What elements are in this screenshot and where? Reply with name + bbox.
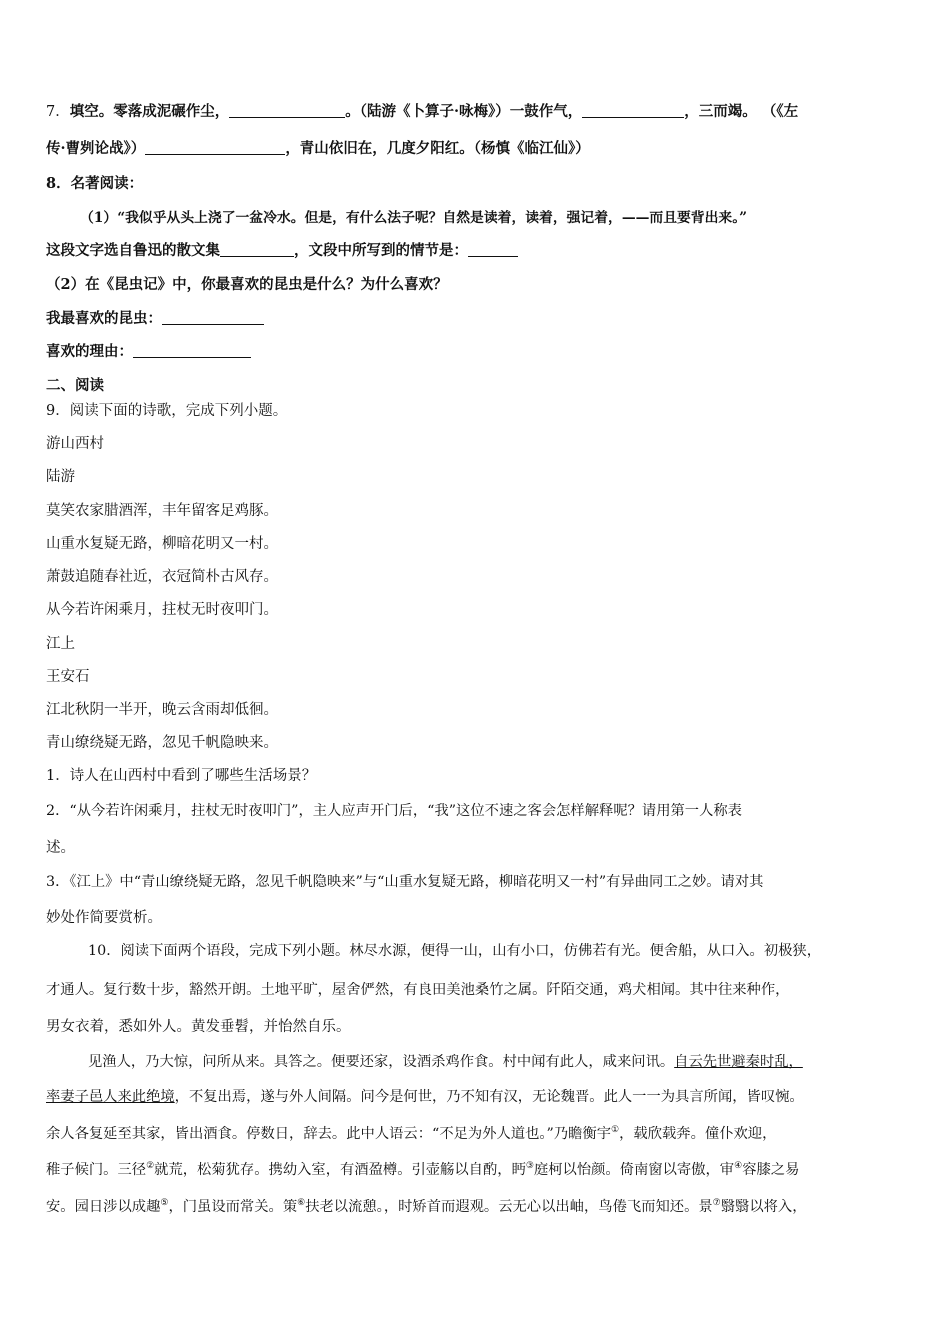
answer-blank[interactable] (220, 242, 294, 257)
q8-s1-quote: （1）“我似乎从头上浇了一盆冷水。但是，有什么法子呢？自然是读着，读着，强记着，——而且要背出来。” (80, 210, 748, 226)
footnote-ref: ③ (525, 1161, 534, 1171)
footnote-ref: ④ (734, 1161, 743, 1171)
q8-title: 8．名著阅读： (46, 175, 144, 192)
q9-sub2-cont: 述。 (46, 840, 75, 856)
answer-blank[interactable] (162, 310, 264, 325)
q7-line2: 传·曹刿论战》） ，青山依旧在，几度夕阳红。（杨慎《临江仙》） (46, 140, 590, 157)
poem-line: 从今若许闲乘月，拄杖无时夜叩门。 (46, 602, 278, 618)
answer-blank[interactable] (133, 343, 251, 358)
answer-blank[interactable] (468, 242, 518, 257)
q7-line1: 7．填空。零落成泥碾作尘， 。（陆游《卜算子·咏梅》）一鼓作气， ，三而竭。 （《左 (46, 103, 799, 120)
q8-fav: 我最喜欢的昆虫： (46, 309, 910, 329)
q10-line1: 10．阅读下面两个语段，完成下列小题。林尽水源，便得一山，山有小口，仿佛若有光。便舍船，从口入。初极狭， (88, 943, 822, 959)
q9-sub3: 3．《江上》中“青山缭绕疑无路，忽见千帆隐映来”与“山重水复疑无路，柳暗花明又一村”有异曲同工之妙。请对其 (46, 874, 764, 890)
underlined-sentence: 率妻子邑人来此绝境 (46, 1089, 175, 1105)
q10-line4: 见渔人，乃大惊，问所从来。具答之。便要还家，设酒杀鸡作食。村中闻有此人，咸来问讯。自云先世避秦时乱， (88, 1054, 803, 1070)
poem-line: 青山缭绕疑无路，忽见千帆隐映来。 (46, 735, 278, 751)
answer-blank[interactable] (582, 103, 684, 118)
poem-line: 江北秋阴一半开，晚云含雨却低徊。 (46, 702, 278, 718)
q8-reason: 喜欢的理由： (46, 342, 910, 362)
poem1-title: 游山西村 (46, 436, 104, 452)
answer-blank[interactable] (229, 103, 345, 118)
q10-line3: 男女衣着，悉如外人。黄发垂髫，并怡然自乐。 (46, 1019, 351, 1035)
section-heading: 二、阅读 (46, 377, 104, 394)
q10-line2: 才通人。复行数十步，豁然开朗。土地平旷，屋舍俨然，有良田美池桑竹之属。阡陌交通，鸡犬相闻。其中往来种作， (46, 982, 790, 998)
q9-sub2: 2．“从今若许闲乘月，拄杖无时夜叩门”，主人应声开门后，“我”这位不速之客会怎样解释呢？请用第一人称表 (46, 803, 742, 819)
q8-s1-question: 这段文字选自鲁迅的散文集 ，文段中所写到的情节是： (46, 241, 910, 261)
poem-line: 山重水复疑无路，柳暗花明又一村。 (46, 536, 278, 552)
poem-line: 萧鼓追随春社近，衣冠简朴古风存。 (46, 569, 278, 585)
poem2-title: 江上 (46, 636, 75, 652)
q10-line7: 稚子候门。三径②就荒，松菊犹存。携幼入室，有酒盈樽。引壶觞以自酌，眄③庭柯以怡颜。倚南窗以寄傲，审④容膝之易 (46, 1161, 800, 1178)
poem1-author: 陆游 (46, 469, 75, 485)
footnote-ref: ⑤ (160, 1198, 169, 1208)
poem-line: 莫笑农家腊酒浑，丰年留客足鸡豚。 (46, 503, 278, 519)
answer-blank[interactable] (145, 140, 285, 155)
q10-line8: 安。园日涉以成趣⑤，门虽设而常关。策⑥扶老以流憩。，时矫首而遐观。云无心以出岫，鸟倦飞而知还。景⑦翳翳以将入， (46, 1198, 807, 1215)
underlined-sentence: 自云先世避秦时乱， (674, 1054, 803, 1070)
footnote-ref: ⑦ (712, 1198, 721, 1208)
q9-sub3-cont: 妙处作简要赏析。 (46, 910, 162, 926)
q10-line6: 余人各复延至其家，皆出酒食。停数日，辞去。此中人语云：“不足为外人道也。”乃瞻衡宇①，载欣载奔。僮仆欢迎， (46, 1125, 777, 1142)
q10-line5: 率妻子邑人来此绝境，不复出焉，遂与外人间隔。问今是何世，乃不知有汉，无论魏晋。此人一一为具言所闻，皆叹惋。 (46, 1089, 804, 1105)
q8-s2: （2）在《昆虫记》中，你最喜欢的昆虫是什么？为什么喜欢？ (46, 276, 448, 293)
q9-intro: 9．阅读下面的诗歌，完成下列小题。 (46, 403, 288, 419)
q9-sub1: 1．诗人在山西村中看到了哪些生活场景？ (46, 768, 317, 784)
poem2-author: 王安石 (46, 669, 90, 685)
footnote-ref: ⑥ (297, 1198, 306, 1208)
footnote-ref: ② (146, 1161, 155, 1171)
footnote-ref: ① (611, 1125, 620, 1135)
